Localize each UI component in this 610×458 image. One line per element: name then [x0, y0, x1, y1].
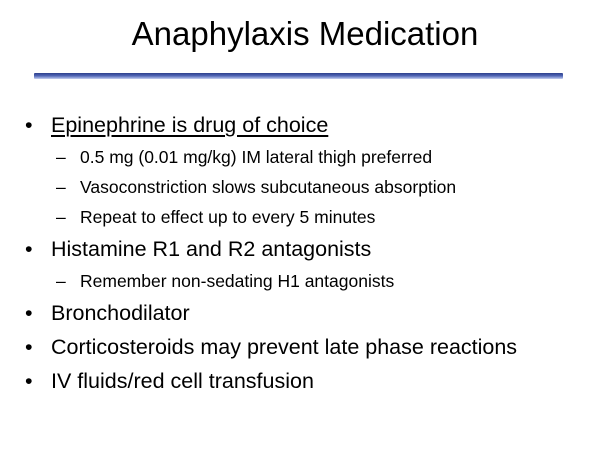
bullet-text: IV fluids/red cell transfusion — [51, 369, 314, 393]
sub-bullet-text: Remember non-sedating H1 antagonists — [80, 271, 395, 291]
sub-bullet-item — [0, 266, 610, 296]
bullet-item — [0, 296, 610, 330]
sub-bullet-item — [0, 172, 610, 202]
bullet-text: Epinephrine is drug of choice — [51, 113, 329, 137]
sub-bullet-text: Repeat to effect up to every 5 minutes — [80, 207, 376, 227]
bullet-dot-icon: • — [25, 335, 33, 359]
sub-bullet-text: 0.5 mg (0.01 mg/kg) IM lateral thigh preferred — [80, 147, 433, 167]
sub-bullet-text: Vasoconstriction slows subcutaneous absorption — [80, 177, 457, 197]
dash-icon: – — [56, 271, 66, 291]
sub-bullet-item — [0, 142, 610, 172]
bullet-dot-icon: • — [25, 113, 33, 137]
bullet-text: Bronchodilator — [51, 301, 190, 325]
title-divider — [34, 73, 563, 79]
bullet-item — [0, 364, 610, 398]
dash-icon: – — [56, 147, 66, 167]
bullet-item — [0, 108, 610, 142]
bullet-text: Histamine R1 and R2 antagonists — [51, 237, 372, 261]
bullet-item — [0, 232, 610, 266]
dash-icon: – — [56, 207, 66, 227]
bullet-dot-icon: • — [25, 369, 33, 393]
bullet-text: Corticosteroids may prevent late phase reactions — [51, 335, 518, 359]
sub-bullet-item — [0, 202, 610, 232]
bullet-list — [0, 108, 610, 398]
bullet-item — [0, 330, 610, 364]
dash-icon: – — [56, 177, 66, 197]
bullet-dot-icon: • — [25, 301, 33, 325]
bullet-dot-icon: • — [25, 237, 33, 261]
slide-title: Anaphylaxis Medication — [131, 15, 479, 52]
